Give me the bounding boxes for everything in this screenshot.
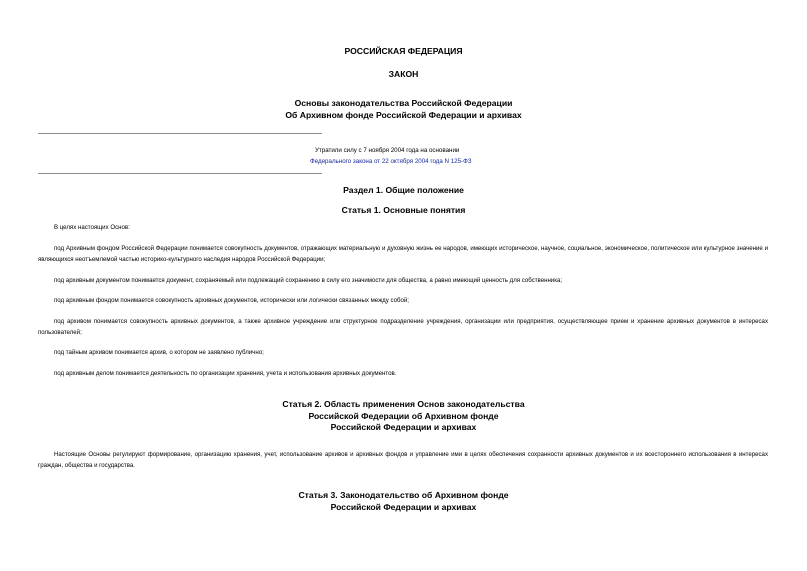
paragraph: Настоящие Основы регулируют формирование, организацию хранения, учет, использование архивов и архивных фондов и управление ими в целях обеспечения сохранности архивных документов и их всестороннего использования в интересах граждан, общества и государства. [38,451,768,470]
paragraph: под архивным фондом понимается совокупность архивных документов, исторически или логически связанных между собой; [54,297,409,304]
document-title [0,98,807,121]
divider-top [38,133,322,134]
paragraph: под Архивным фондом Российской Федерации понимается совокупность документов, отражающих материальную и духовную жизнь ее народов, имеющих историческое, научное, социальное, экономическое, политическое или культурное значение и являющихся неотъемлемой частью историко-культурного наследия народов Российской Федерации; [38,245,768,264]
country-title: РОССИЙСКАЯ ФЕДЕРАЦИЯ [344,46,463,56]
federal-law-link[interactable]: Федерального закона от 22 октября 2004 года N 125-ФЗ [310,158,472,165]
article-3-heading-line-1: Статья 3. Законодательство об Архивном фонде [298,490,509,500]
article-3-heading [0,490,807,513]
document-type: ЗАКОН [388,69,419,79]
article-1-heading: Статья 1. Основные понятия [341,205,466,215]
paragraph: под тайным архивом понимается архив, о котором не заявлено публично; [54,349,264,356]
article-3-heading-line-2: Российской Федерации и архивах [330,501,477,512]
article-2-heading [0,399,807,434]
paragraph: В целях настоящих Основ: [54,224,130,231]
article-2-heading-line-3: Российской Федерации и архивах [330,422,477,432]
divider-bottom [38,173,322,174]
expired-notice: Утратили силу с 7 ноября 2004 года на основании [315,147,460,154]
paragraph: под архивным документом понимается документ, сохраняемый или подлежащий сохранению в силу его значимости для общества, а равно имеющий ценность для собственника; [54,277,563,284]
document-title-line-1: Основы законодательства Российской Федерации [294,98,513,108]
paragraph: под архивным делом понимается деятельность по организации хранения, учета и использования архивных документов. [54,370,397,377]
section-heading: Раздел 1. Общие положение [343,185,464,195]
document-title-line-2: Об Архивном фонде Российской Федерации и архивах [285,109,522,120]
paragraph: под архивом понимается совокупность архивных документов, а также архивное учреждение или структурное подразделение учреждения, организации или предприятия, осуществляющее прием и хранение архивных документов в интересах пользователей; [38,318,768,337]
article-2-heading-line-2: Российской Федерации об Архивном фонде [308,410,499,421]
article-2-heading-line-1: Статья 2. Область применения Основ законодательства [282,399,525,409]
